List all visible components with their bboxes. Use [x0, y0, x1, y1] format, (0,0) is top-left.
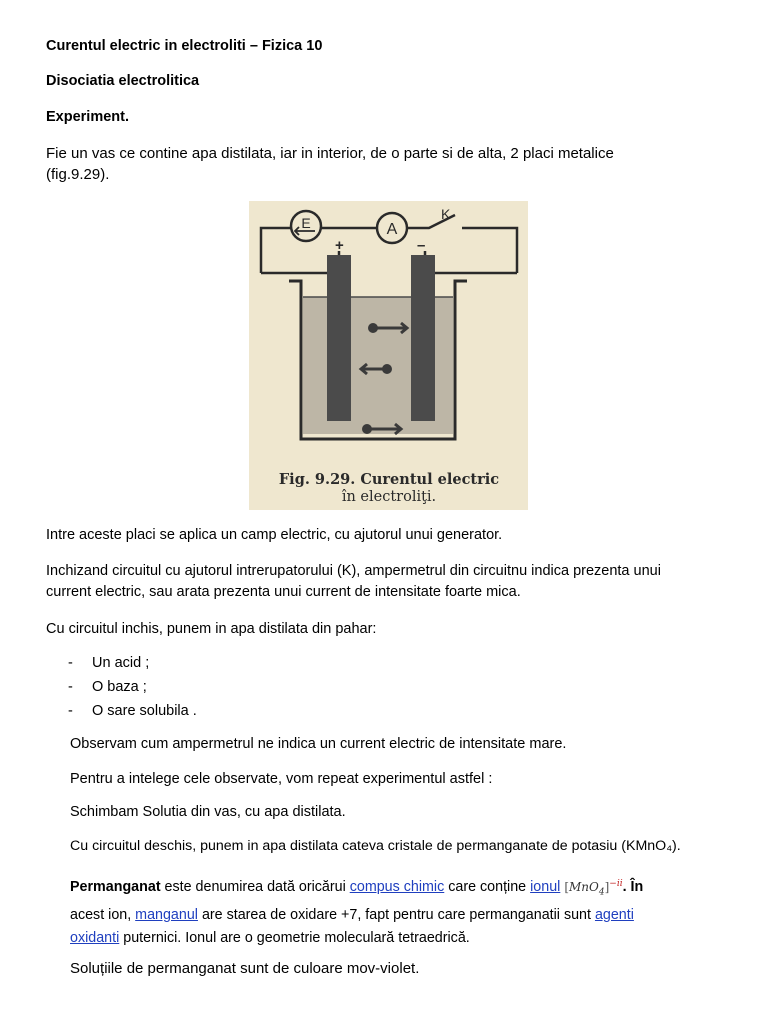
intro-line-1: Fie un vas ce contine apa distilata, iar in interior, de o parte si de alta, 2 placi metalice: [46, 145, 614, 162]
cathode-plate: [411, 255, 435, 421]
ammeter-icon: [377, 213, 407, 243]
list-bullet: -: [68, 679, 73, 695]
intro-paragraph: [46, 143, 738, 185]
list-item: - O baza ;: [46, 675, 197, 699]
observation-2: Pentru a intelege cele observate, vom repeat experimentul astfel :: [70, 771, 493, 787]
list-bullet: -: [68, 703, 73, 719]
anode-plate: [327, 255, 351, 421]
permanganate-formula: $[MnO_4]^{-ii}$: [564, 879, 623, 898]
minus-sign: –: [417, 237, 426, 254]
paragraph-electric-field: Intre aceste placi se aplica un camp electric, cu ajutorul unui generator.: [46, 527, 503, 543]
list-item: - Un acid ;: [46, 651, 197, 675]
link-ionul[interactable]: ionul: [530, 879, 561, 895]
observation-3: Schimbam Solutia din vas, cu apa distilata.: [70, 804, 346, 820]
generator-icon: [291, 211, 321, 241]
paragraph-circuit-line-1: Inchizand circuitul cu ajutorul intrerupatorului (K), ampermetrul din circuitnu indica prezenta unui: [46, 563, 661, 579]
document-title: Curentul electric in electroliti – Fizica 10: [46, 38, 323, 54]
generator-label: E: [301, 215, 311, 231]
observation-4: Cu circuitul deschis, punem in apa distilata cateva cristale de permanganate de potasiu (KMnO₄).: [70, 838, 681, 854]
figure-caption-line-2: în electroliţi.: [341, 489, 437, 505]
figure-electrolysis: [249, 201, 528, 510]
substances-list: [46, 651, 197, 723]
link-compus-chimic[interactable]: compus chimic: [349, 879, 445, 895]
link-manganul[interactable]: manganul: [135, 907, 198, 924]
observation-1: Observam cum ampermetrul ne indica un current electric de intensitate mare.: [70, 736, 567, 752]
color-paragraph: Soluțiile de permanganat sunt de culoare mov-violet.: [70, 960, 420, 977]
intro-line-2: (fig.9.29).: [46, 166, 110, 183]
ammeter-label: A: [386, 221, 398, 238]
plus-sign: +: [335, 237, 344, 254]
paragraph-closed-circuit: Cu circuitul inchis, punem in apa distilata din pahar:: [46, 621, 377, 637]
switch-label: K: [441, 206, 451, 222]
permanganate-term: Permanganat: [70, 879, 161, 895]
list-item: - O sare solubila .: [46, 699, 197, 723]
figure-caption-line-1: Fig. 9.29. Curentul electric: [278, 471, 500, 488]
permanganate-paragraph: Permanganat este denumirea dată oricărui compus chimic care conține ionul $[MnO_4]^{-ii}$. În acest ion, manganul are starea de oxidare +7, fapt pentru care permanganatii sunt agenti oxidanti puternici. Ionul are o geometrie moleculară tetraedrică.: [70, 879, 644, 947]
paragraph-circuit-line-2: current electric, sau arata prezenta unui current de intensitate foarte mica.: [46, 584, 521, 600]
link-oxidanti[interactable]: oxidanti: [70, 930, 120, 947]
list-bullet: -: [68, 655, 73, 671]
section-heading: Disociatia electrolitica: [46, 73, 200, 89]
paragraph-circuit: [46, 561, 738, 603]
experiment-heading: Experiment.: [46, 109, 129, 125]
link-agenti[interactable]: agenti: [594, 907, 634, 924]
